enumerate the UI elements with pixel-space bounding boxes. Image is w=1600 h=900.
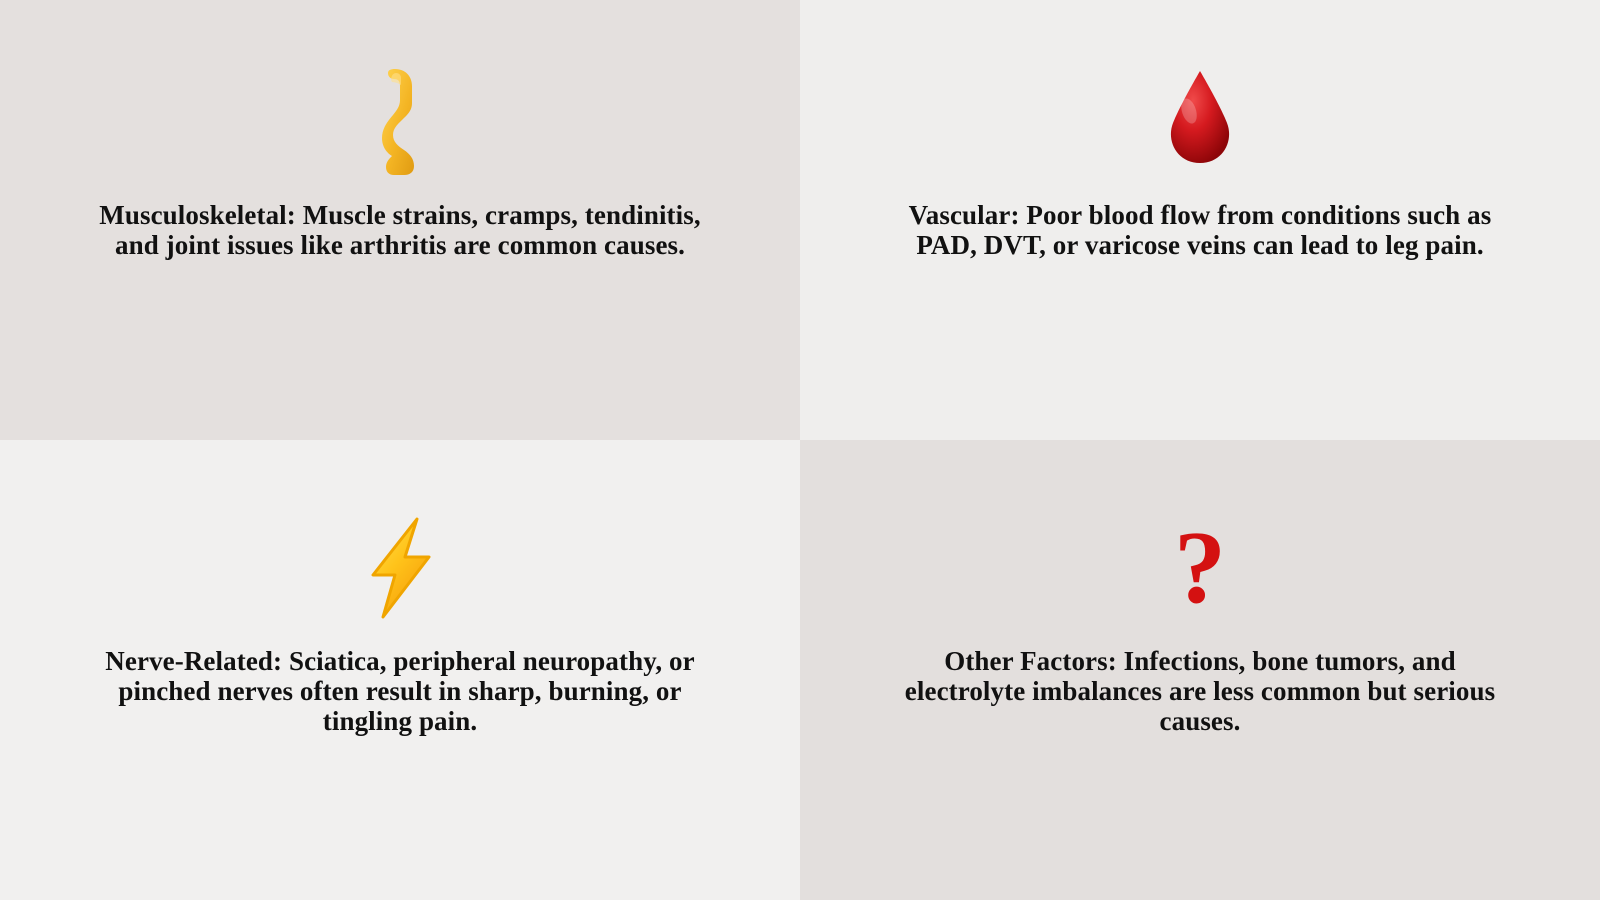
card-musculoskeletal [0, 0, 800, 440]
card-vascular [800, 0, 1600, 440]
card-caption: Musculoskeletal: Muscle strains, cramps, tendinitis, and joint issues like arthritis are common causes. [99, 200, 701, 261]
lightning-bolt-icon [357, 508, 443, 628]
question-mark-glyph: ? [1174, 510, 1226, 625]
card-other-factors [800, 440, 1600, 900]
card-nerve-related [0, 440, 800, 900]
question-mark-icon [1174, 508, 1226, 628]
card-caption: Nerve-Related: Sciatica, peripheral neuropathy, or pinched nerves often result in sharp, burning, or tingling pain. [105, 646, 695, 737]
blood-drop-icon [1160, 62, 1240, 182]
card-caption: Other Factors: Infections, bone tumors, and electrolyte imbalances are less common but serious causes. [904, 646, 1496, 737]
leg-icon [365, 62, 435, 182]
card-caption: Vascular: Poor blood flow from conditions such as PAD, DVT, or varicose veins can lead to leg pain. [908, 200, 1492, 261]
